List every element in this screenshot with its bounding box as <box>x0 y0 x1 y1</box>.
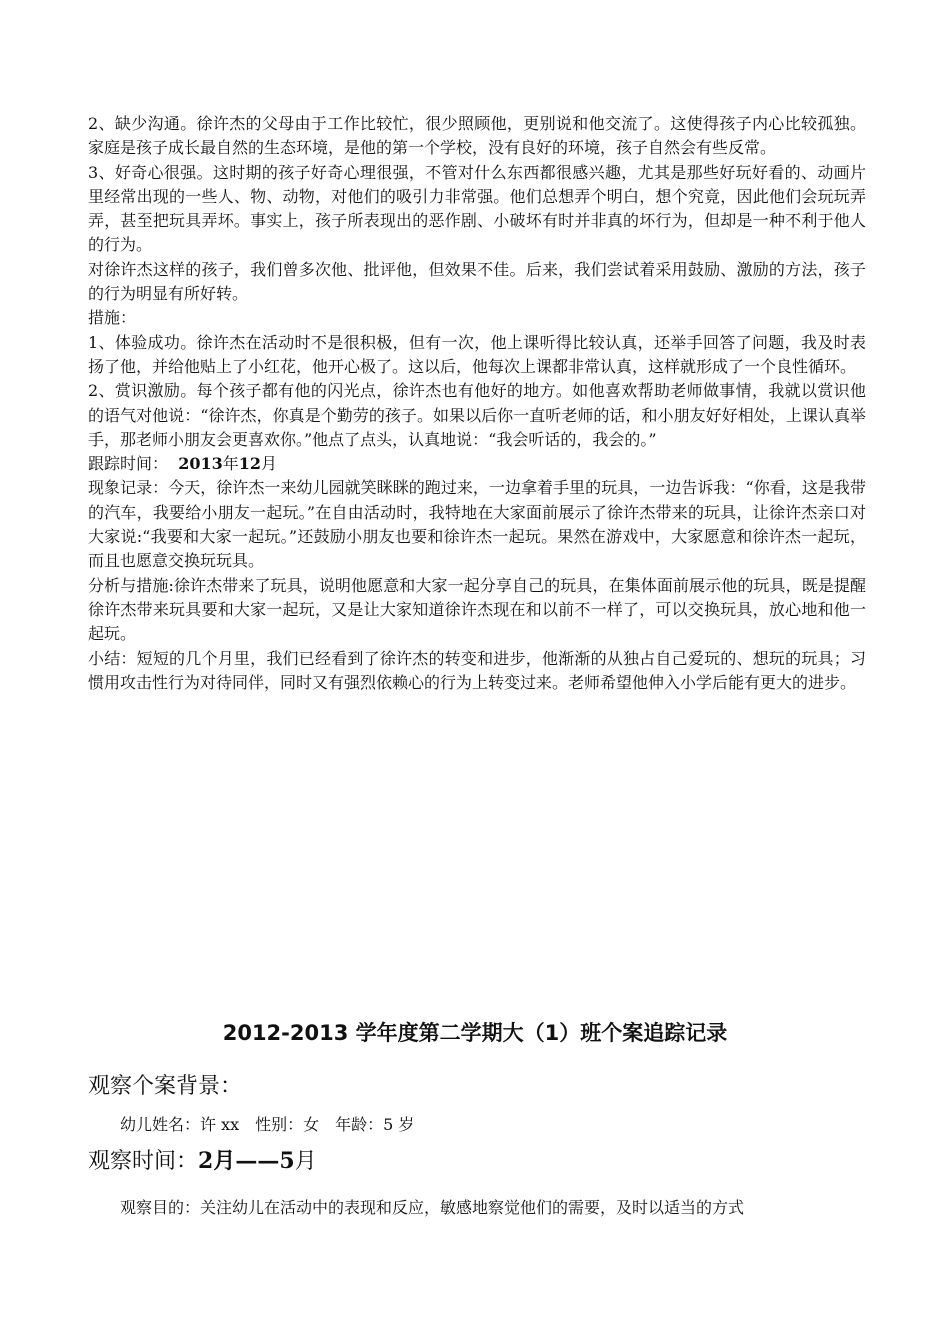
analysis-measures: 分析与措施:徐许杰带来了玩具，说明他愿意和大家一起分享自己的玩具，在集体面前展示他的玩具，既是提醒徐许杰带来玩具要和大家一起玩，又是让大家知道徐许杰现在和以前不一样了，可以交换玩具，放心地和他一起玩。 <box>88 575 866 644</box>
observation-time-heading <box>88 1144 317 1175</box>
background-heading: 观察个案背景： <box>88 1074 243 1099</box>
observation-end-month: 5 <box>279 1148 295 1174</box>
tracking-year-unit: 年 <box>222 454 239 474</box>
paragraph-appreciation: 2、赏识激励。每个孩子都有他的闪光点，徐许杰也有他好的地方。如他喜欢帮助老师做事情，我就以赏识他的语气对他说：“徐许杰，你真是个勤劳的孩子。如果以后你一直听老师的话，和小朋友好好相处，上课认真举手，那老师小朋友会更喜欢你。”他点了点头，认真地说：“我会听话的，我会的。” <box>88 381 866 449</box>
child-info: 幼儿姓名：许 xx 性别：女 年龄：5 岁 <box>120 1115 415 1134</box>
measures-heading: 措施： <box>88 308 137 328</box>
tracking-time <box>88 452 866 476</box>
tracking-label: 跟踪时间： <box>88 454 169 474</box>
summary: 小结：短短的几个月里，我们已经看到了徐许杰的转变和进步，他渐渐的从独占自己爱玩的、想玩的玩具；习惯用攻击性行为对待同伴，同时又有强烈依赖心的行为上转变过来。老师希望他伸入小学后能有更大的进步。 <box>88 648 866 692</box>
paragraph-approach: 对徐许杰这样的孩子，我们曾多次他、批评他，但效果不佳。后来，我们尝试着采用鼓励、激励的方法，孩子的行为明显有所好转。 <box>88 259 866 304</box>
observation-time-label: 观察时间： <box>88 1149 199 1174</box>
phenomenon-record: 现象记录：今天，徐许杰一来幼儿园就笑眯眯的跑过来，一边拿着手里的玩具，一边告诉我：“你看，这是我带的汽车，我要给小朋友一起玩。”在自由活动时，我特地在大家面前展示了徐许杰带来的玩具，让徐许杰亲口对大家说:“我要和大家一起玩。”还鼓励小朋友也要和徐许杰一起玩。果然在游戏中，大家愿意和徐许杰一起玩，而且也愿意交换玩玩具。 <box>88 478 866 571</box>
tracking-year: 2013 <box>178 454 223 474</box>
observation-start-month: 2 <box>198 1148 214 1174</box>
paragraph-experience-success: 1、体验成功。徐许杰在活动时不是很积极，但有一次，他上课听得比较认真，还举手回答了问题，我及时表扬了他，并给他贴上了小红花，他开心极了。这以后，他每次上课都非常认真，这样就形成了一个良性循环。 <box>88 332 866 376</box>
paragraph-curiosity: 3、好奇心很强。这时期的孩子好奇心理很强，不管对什么东西都很感兴趣，尤其是那些好玩好看的、动画片里经常出现的一些人、物、动物，对他们的吸引力非常强。他们总想弄个明白，想个究竟，因此他们会玩玩弄弄，甚至把玩具弄坏。事实上，孩子所表现出的恶作剧、小破坏有时并非真的坏行为，但却是一种不利于他人的行为。 <box>88 162 866 255</box>
paragraph-lack-communication: 2、缺少沟通。徐许杰的父母由于工作比较忙，很少照顾他，更别说和他交流了。这使得孩子内心比较孤独。家庭是孩子成长最自然的生态环境，是他的第一个学校，没有良好的环境，孩子自然会有些反常。 <box>88 114 866 158</box>
case-record-body <box>88 112 866 695</box>
observation-start-unit: 月—— <box>213 1148 280 1174</box>
observation-end-unit: 月 <box>294 1149 317 1174</box>
record-title: 2012-2013 学年度第二学期大（1）班个案追踪记录 <box>222 1021 728 1045</box>
observation-purpose: 观察目的：关注幼儿在活动中的表现和反应，敏感地察觉他们的需要，及时以适当的方式 <box>120 1198 745 1217</box>
tracking-month-unit: 月 <box>261 454 278 474</box>
tracking-month: 12 <box>238 454 261 474</box>
